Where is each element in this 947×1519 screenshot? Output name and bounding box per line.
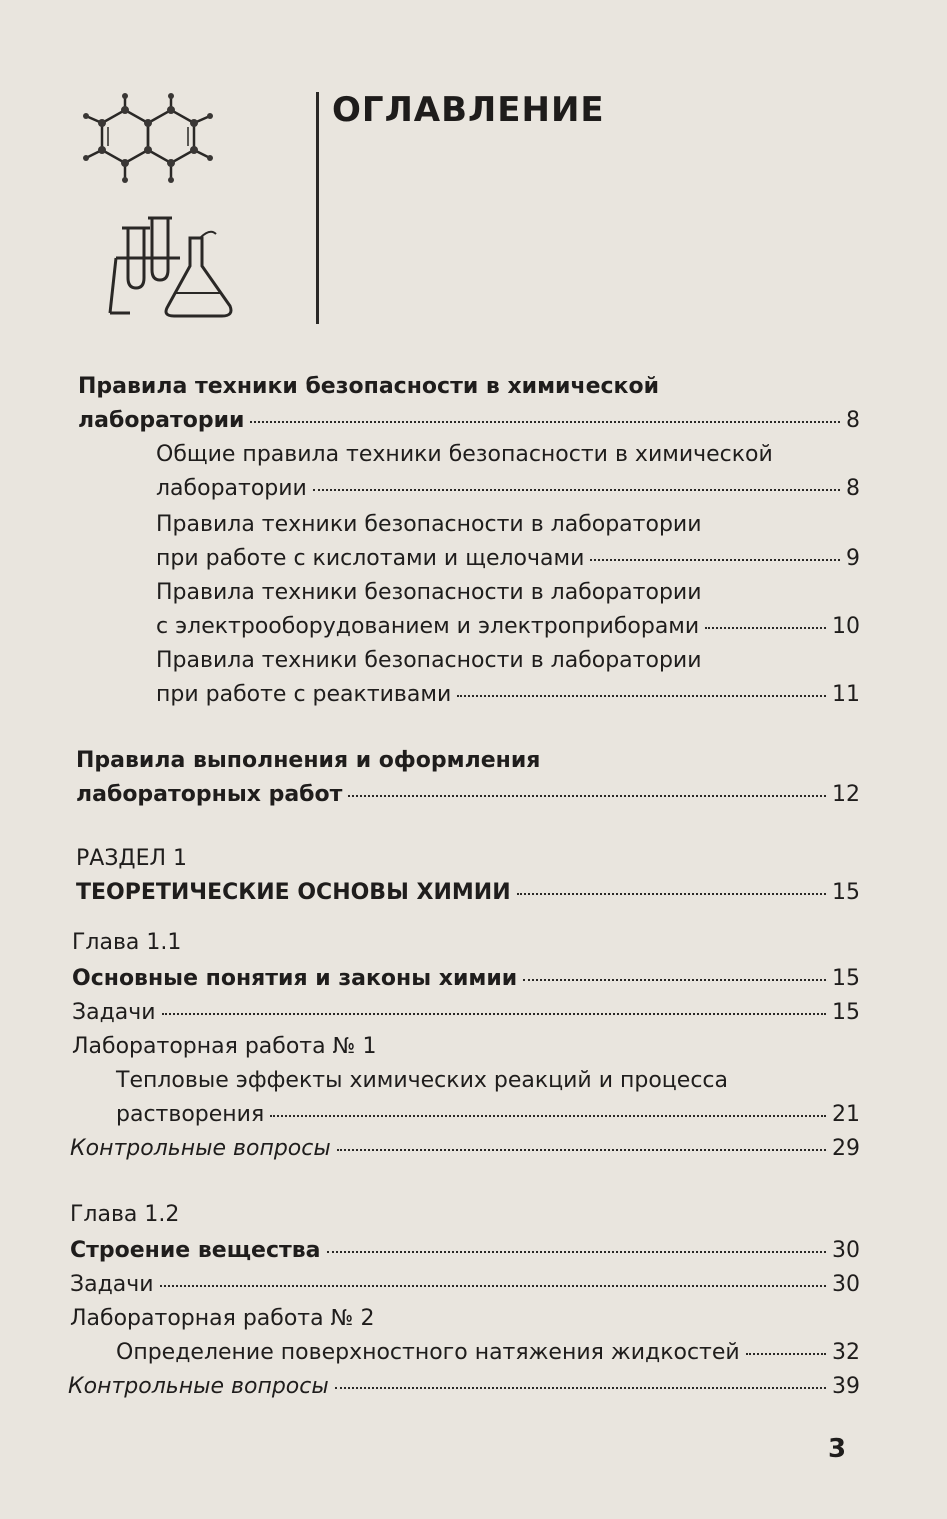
- dot-leader: [335, 1387, 826, 1389]
- test-tubes-icon: [110, 218, 180, 313]
- toc-entry-text: лабораторных работ: [76, 782, 343, 807]
- dot-leader: [162, 1013, 826, 1015]
- toc-entry-text: Строение вещества: [70, 1238, 321, 1263]
- dot-leader: [337, 1149, 826, 1151]
- toc-section-safety-title: Правила техники безопасности в химической: [78, 374, 660, 399]
- toc-entry-lab-1[interactable]: [116, 1098, 860, 1132]
- toc-entry-text: Основные понятия и законы химии: [72, 966, 518, 991]
- toc-lab-label: Лабораторная работа № 2: [70, 1306, 375, 1331]
- toc-section-safety[interactable]: [78, 404, 860, 438]
- page-number: 21: [832, 1102, 860, 1127]
- dot-leader: [313, 489, 840, 491]
- toc-entry-electrical[interactable]: [156, 610, 860, 644]
- page-number: 10: [832, 614, 860, 639]
- toc-entry-tasks[interactable]: [70, 1268, 860, 1302]
- toc-entry-text: растворения: [116, 1102, 265, 1127]
- dot-leader: [523, 979, 826, 981]
- dot-leader: [250, 421, 840, 423]
- toc-entry-text: лаборатории: [78, 408, 245, 433]
- dot-leader: [327, 1251, 826, 1253]
- page-number: 12: [832, 782, 860, 807]
- dot-leader: [270, 1115, 826, 1117]
- toc-entry-acids[interactable]: [156, 542, 860, 576]
- toc-header: [70, 88, 870, 328]
- page-number: 15: [832, 1000, 860, 1025]
- toc-entry-general-rules[interactable]: [156, 472, 860, 506]
- page-number: 8: [846, 408, 860, 433]
- dot-leader: [160, 1285, 826, 1287]
- toc-entry-reagents-title: Правила техники безопасности в лаборатории: [156, 648, 702, 673]
- toc-part-theory[interactable]: [76, 876, 860, 910]
- page-number: 15: [832, 880, 860, 905]
- page-number: 15: [832, 966, 860, 991]
- chemistry-illustration: [70, 88, 260, 328]
- dot-leader: [590, 559, 840, 561]
- toc-entry-text: Контрольные вопросы: [68, 1374, 329, 1399]
- dot-leader: [517, 893, 826, 895]
- toc-chapter-label: Глава 1.2: [70, 1202, 180, 1227]
- page-number: 9: [846, 546, 860, 571]
- toc-lab-label: Лабораторная работа № 1: [72, 1034, 377, 1059]
- toc-lab-title: Тепловые эффекты химических реакций и процесса: [116, 1068, 728, 1093]
- page-number: 11: [832, 682, 860, 707]
- toc-chapter-label: Глава 1.1: [72, 930, 182, 955]
- toc-entry-text: при работе с кислотами и щелочами: [156, 546, 585, 571]
- flask-icon: [166, 232, 231, 316]
- toc-entry-text: Задачи: [72, 1000, 156, 1025]
- dot-leader: [705, 627, 826, 629]
- page-number: 32: [832, 1340, 860, 1365]
- toc-entry-text: Задачи: [70, 1272, 154, 1297]
- page-number: 30: [832, 1238, 860, 1263]
- dot-leader: [457, 695, 826, 697]
- header-divider: [316, 92, 319, 324]
- toc-section-lab-rules-title: Правила выполнения и оформления: [76, 748, 541, 773]
- toc-chapter-structure[interactable]: [70, 1234, 860, 1268]
- toc-entry-reagents[interactable]: [156, 678, 860, 712]
- page-number: 29: [832, 1136, 860, 1161]
- toc-entry-text: ТЕОРЕТИЧЕСКИЕ ОСНОВЫ ХИМИИ: [76, 880, 511, 905]
- toc-entry-text: Контрольные вопросы: [70, 1136, 331, 1161]
- dot-leader: [746, 1353, 826, 1355]
- page-number: 8: [846, 476, 860, 501]
- toc-chapter-basics[interactable]: [72, 962, 860, 996]
- toc-entry-questions[interactable]: [68, 1370, 860, 1404]
- toc-entry-text: с электрооборудованием и электроприборами: [156, 614, 700, 639]
- toc-section-lab-rules[interactable]: [76, 778, 860, 812]
- toc-entry-text: лаборатории: [156, 476, 307, 501]
- toc-entry-questions[interactable]: [70, 1132, 860, 1166]
- toc-entry-tasks[interactable]: [72, 996, 860, 1030]
- page-title: ОГЛАВЛЕНИЕ: [332, 90, 605, 130]
- toc-entry-text: Определение поверхностного натяжения жидкостей: [116, 1340, 740, 1365]
- toc-entry-electrical-title: Правила техники безопасности в лаборатории: [156, 580, 702, 605]
- toc-entry-text: при работе с реактивами: [156, 682, 452, 707]
- page-number: 30: [832, 1272, 860, 1297]
- page-folio: 3: [828, 1434, 847, 1464]
- page-number: 39: [832, 1374, 860, 1399]
- toc-entry-acids-title: Правила техники безопасности в лаборатории: [156, 512, 702, 537]
- toc-entry-lab-2[interactable]: [116, 1336, 860, 1370]
- molecule-icon: [86, 96, 210, 180]
- toc-part-label: РАЗДЕЛ 1: [76, 846, 188, 871]
- dot-leader: [348, 795, 826, 797]
- toc-entry-general-rules-title: Общие правила техники безопасности в химической: [156, 442, 773, 467]
